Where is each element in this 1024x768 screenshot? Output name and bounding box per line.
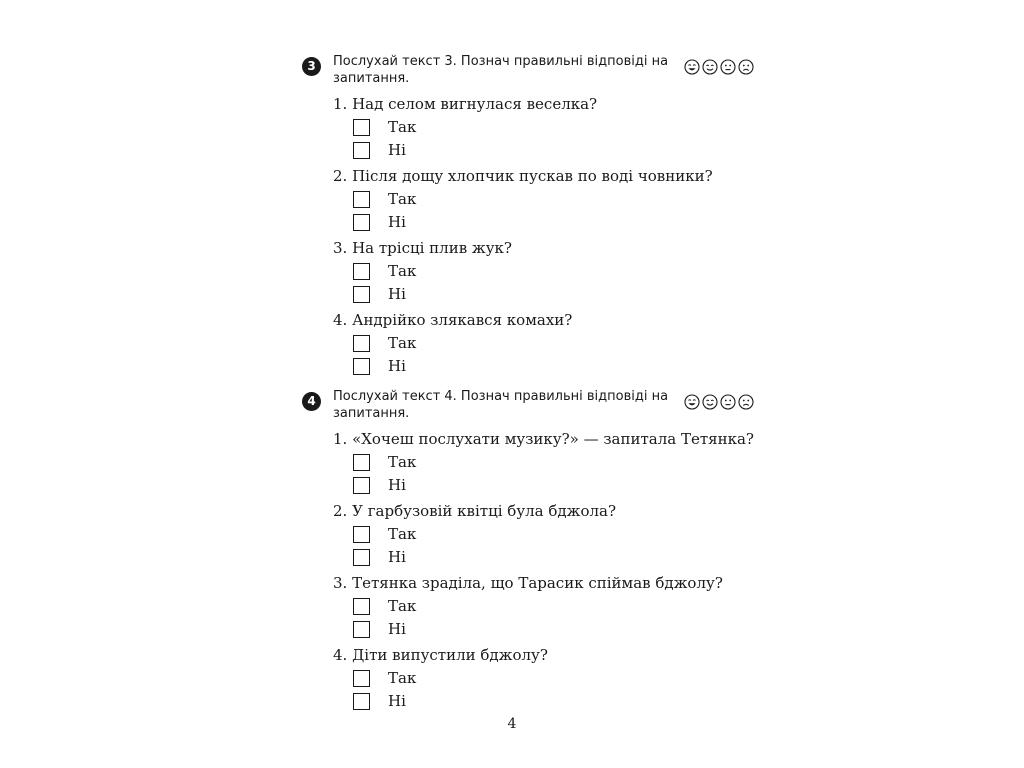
answer-checkbox[interactable] — [353, 358, 370, 375]
question-text: 3. Тетянка зраділа, що Тарасик спіймав бджолу? — [333, 574, 723, 592]
answer-option-no[interactable] — [353, 547, 406, 567]
question-text: 1. «Хочеш послухати музику?» — запитала Тетянка? — [333, 430, 754, 448]
question-text: 2. У гарбузовій квітці була бджола? — [333, 502, 617, 520]
answer-option-yes[interactable] — [353, 596, 416, 616]
task-header — [302, 388, 782, 432]
task-header — [302, 53, 782, 97]
task-3 — [302, 53, 782, 375]
option-label: Так — [388, 118, 417, 136]
question-text: 3. На трісці плив жук? — [333, 239, 512, 257]
answer-option-no[interactable] — [353, 212, 406, 232]
answer-checkbox[interactable] — [353, 670, 370, 687]
answer-checkbox[interactable] — [353, 621, 370, 638]
answer-option-no[interactable] — [353, 140, 406, 160]
option-label: Ні — [388, 285, 406, 303]
answer-checkbox[interactable] — [353, 142, 370, 159]
answer-checkbox[interactable] — [353, 335, 370, 352]
option-label: Так — [388, 262, 417, 280]
task-4 — [302, 388, 782, 710]
very-happy-face-icon[interactable] — [684, 394, 700, 410]
question-text: 2. Після дощу хлопчик пускав по воді човники? — [333, 167, 713, 185]
question-text: 4. Діти випустили бджолу? — [333, 646, 548, 664]
answer-option-yes[interactable] — [353, 668, 416, 688]
answer-checkbox[interactable] — [353, 119, 370, 136]
neutral-face-icon[interactable] — [720, 394, 736, 410]
answer-checkbox[interactable] — [353, 191, 370, 208]
option-label: Так — [388, 334, 417, 352]
happy-face-icon[interactable] — [702, 394, 718, 410]
option-label: Так — [388, 453, 417, 471]
answer-checkbox[interactable] — [353, 286, 370, 303]
answer-option-yes[interactable] — [353, 524, 416, 544]
option-label: Так — [388, 190, 417, 208]
option-label: Так — [388, 669, 417, 687]
option-label: Ні — [388, 620, 406, 638]
answer-checkbox[interactable] — [353, 214, 370, 231]
answer-option-no[interactable] — [353, 356, 406, 376]
answer-checkbox[interactable] — [353, 598, 370, 615]
option-label: Ні — [388, 213, 406, 231]
task-instruction: Послухай текст 4. Познач правильні відповіді на запитання. — [333, 389, 669, 421]
answer-option-no[interactable] — [353, 284, 406, 304]
very-happy-face-icon[interactable] — [684, 59, 700, 75]
answer-option-no[interactable] — [353, 619, 406, 639]
happy-face-icon[interactable] — [702, 59, 718, 75]
sad-face-icon[interactable] — [738, 394, 754, 410]
option-label: Ні — [388, 357, 406, 375]
answer-checkbox[interactable] — [353, 454, 370, 471]
neutral-face-icon[interactable] — [720, 59, 736, 75]
answer-checkbox[interactable] — [353, 526, 370, 543]
question-text: 4. Андрійко злякався комахи? — [333, 311, 573, 329]
answer-checkbox[interactable] — [353, 263, 370, 280]
answer-option-no[interactable] — [353, 691, 406, 711]
answer-option-yes[interactable] — [353, 261, 416, 281]
option-label: Так — [388, 525, 417, 543]
answer-checkbox[interactable] — [353, 477, 370, 494]
page-number: 4 — [507, 716, 517, 732]
option-label: Ні — [388, 476, 406, 494]
answer-option-yes[interactable] — [353, 452, 416, 472]
self-assessment-faces — [684, 59, 754, 75]
sad-face-icon[interactable] — [738, 59, 754, 75]
option-label: Ні — [388, 548, 406, 566]
option-label: Ні — [388, 141, 406, 159]
task-number-badge: 4 — [302, 392, 321, 411]
answer-option-yes[interactable] — [353, 189, 416, 209]
answer-option-no[interactable] — [353, 475, 406, 495]
task-instruction: Послухай текст 3. Познач правильні відповіді на запитання. — [333, 54, 669, 86]
task-number-badge: 3 — [302, 57, 321, 76]
self-assessment-faces — [684, 394, 754, 410]
answer-checkbox[interactable] — [353, 693, 370, 710]
question-text: 1. Над селом вигнулася веселка? — [333, 95, 598, 113]
answer-option-yes[interactable] — [353, 117, 416, 137]
answer-checkbox[interactable] — [353, 549, 370, 566]
option-label: Так — [388, 597, 417, 615]
answer-option-yes[interactable] — [353, 333, 416, 353]
option-label: Ні — [388, 692, 406, 710]
